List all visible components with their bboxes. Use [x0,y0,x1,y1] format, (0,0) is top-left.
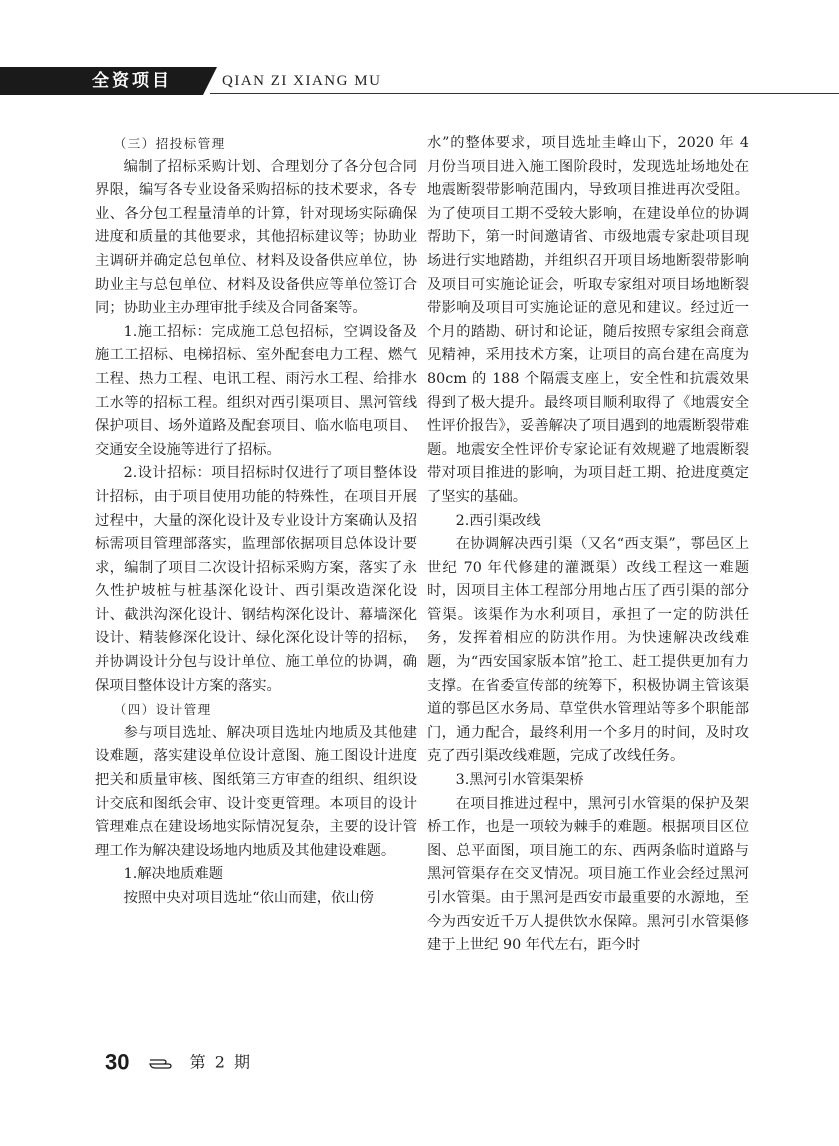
page-number: 30 [105,1049,130,1075]
section-heading: （三）招投标管理 [113,136,226,151]
section-heading: （四）设计管理 [113,702,212,718]
subsection-heading: 3.黑河引水管渠架桥 [455,772,584,789]
body-paragraph: 2.设计招标：项目招标时仅进行了项目整体设计招标，由于项目使用功能的特殊性，在项目开展过程中，大量的深化设计及专业设计方案确认及招标需项目管理部落实，监理部依据项目总体设计要求，编制了项目二次设计招标采购方案，落实了永久性护坡桩与桩基深化设计、西引渠改造深化设计、截洪沟深化设计、钢结构深化设计、幕墙深化设计、精装修深化设计、绿化深化设计等的招标，并协调设计分包与设计单位、施工单位的协调，确保项目整体设计方案的落实。 [95,465,417,694]
body-paragraph: 在协调解决西引渠（又名“西支渠”，鄠邑区上世纪 70 年代修建的灌溉渠）改线工程这一难题时，因项目主体工程部分用地占压了西引渠的部分管渠。该渠作为水利项目，承担了一定的防洪任务，发挥着相应的防洪作用。为快速解决改线难题，为“西安国家版本馆”抢工、赶工提供更加有力支撑。在省委宣传部的统筹下，积极协调主管该渠道的鄠邑区水务局、草堂供水管理站等多个职能部门，通力配合，最终利用一个多月的时间，及时攻克了西引渠改线难题，完成了改线任务。 [427,536,749,765]
body-paragraph: 参与项目选址、解决项目选址内地质及其他建设难题，落实建设单位设计意图、施工图设计进度把关和质量审核、图纸第三方审查的组织、组织设计交底和图纸会审、设计变更管理。本项目的设计管理难点在建设场地实际情况复杂，主要的设计管理工作为解决建设场地内地质及其他建设难题。 [95,724,417,859]
page-footer [105,1047,252,1077]
right-column [427,132,749,958]
subsection-heading: 1.解决地质难题 [123,866,224,883]
body-paragraph: 水”的整体要求，项目选址圭峰山下，2020 年 4 月份当项目进入施工图阶段时，发现选址场地处在地震断裂带影响范围内，导致项目推进再次受阻。为了使项目工期不受较大影响，在建设单位的协调帮助下，第一时间邀请省、市级地震专家赴项目现场进行实地踏勘，并组织召开项目场地断裂带影响及项目可实施论证会，听取专家组对项目场地断裂带影响及项目可实施论证的意见和建议。经过近一个月的踏勘、研讨和论证，随后按照专家组会商意见精神，采用技术方案，让项目的高台建在高度为 80cm 的 188 个隔震支座上，安全性和抗震效果得到了极大提升。最终项目顺利取得了《地震安全性评价报告》，妥善解决了项目遇到的地震断裂带难题。地震安全性评价专家论证有效规避了地震断裂带对项目推进的影响，为项目赶工期、抢进度奠定了坚实的基础。 [427,135,749,505]
body-paragraph: 编制了招标采购计划、合理划分了各分包合同界限，编写各专业设备采购招标的技术要求，各专业、各分包工程量清单的计算，针对现场实际确保进度和质量的其他要求，其他招标建议等；协助业主调研并确定总包单位、材料及设备供应单位，协助业主与总包单位、材料及设备供应等单位签订合同；协助业主办理审批手续及合同备案等。 [95,158,417,317]
subsection-heading: 2.西引渠改线 [455,512,541,529]
header-rule [210,93,839,94]
body-paragraph: 按照中央对项目选址“依山而建，依山傍 [123,890,374,906]
body-paragraph: 在项目推进过程中，黑河引水管渠的保护及架桥工作，也是一项较为棘手的难题。根据项目区位图、总平面图，项目施工的东、西两条临时道路与黑河管渠存在交叉情况。项目施工作业会经过黑河引水管渠。由于黑河是西安市最重要的水源地，至今为西安近千万人提供饮水保障。黑河引水管渠修建于上世纪 90 年代左右，距今时 [427,795,749,954]
column-tag: 全资项目 [92,71,172,91]
column-pinyin: QIAN ZI XIANG MU [222,73,382,89]
body-paragraph: 1.施工招标：完成施工总包招标，空调设备及施工工招标、电梯招标、室外配套电力工程、燃气工程、热力工程、电讯工程、雨污水工程、给排水工水等的招标工程。组织对西引渠项目、黑河管线保护项目、场外道路及配套项目、临水临电项目、交通安全设施等进行了招标。 [95,323,417,458]
left-column [95,132,417,911]
issue-label: 第 2 期 [189,1052,253,1072]
pointing-hand-icon [149,1056,173,1070]
